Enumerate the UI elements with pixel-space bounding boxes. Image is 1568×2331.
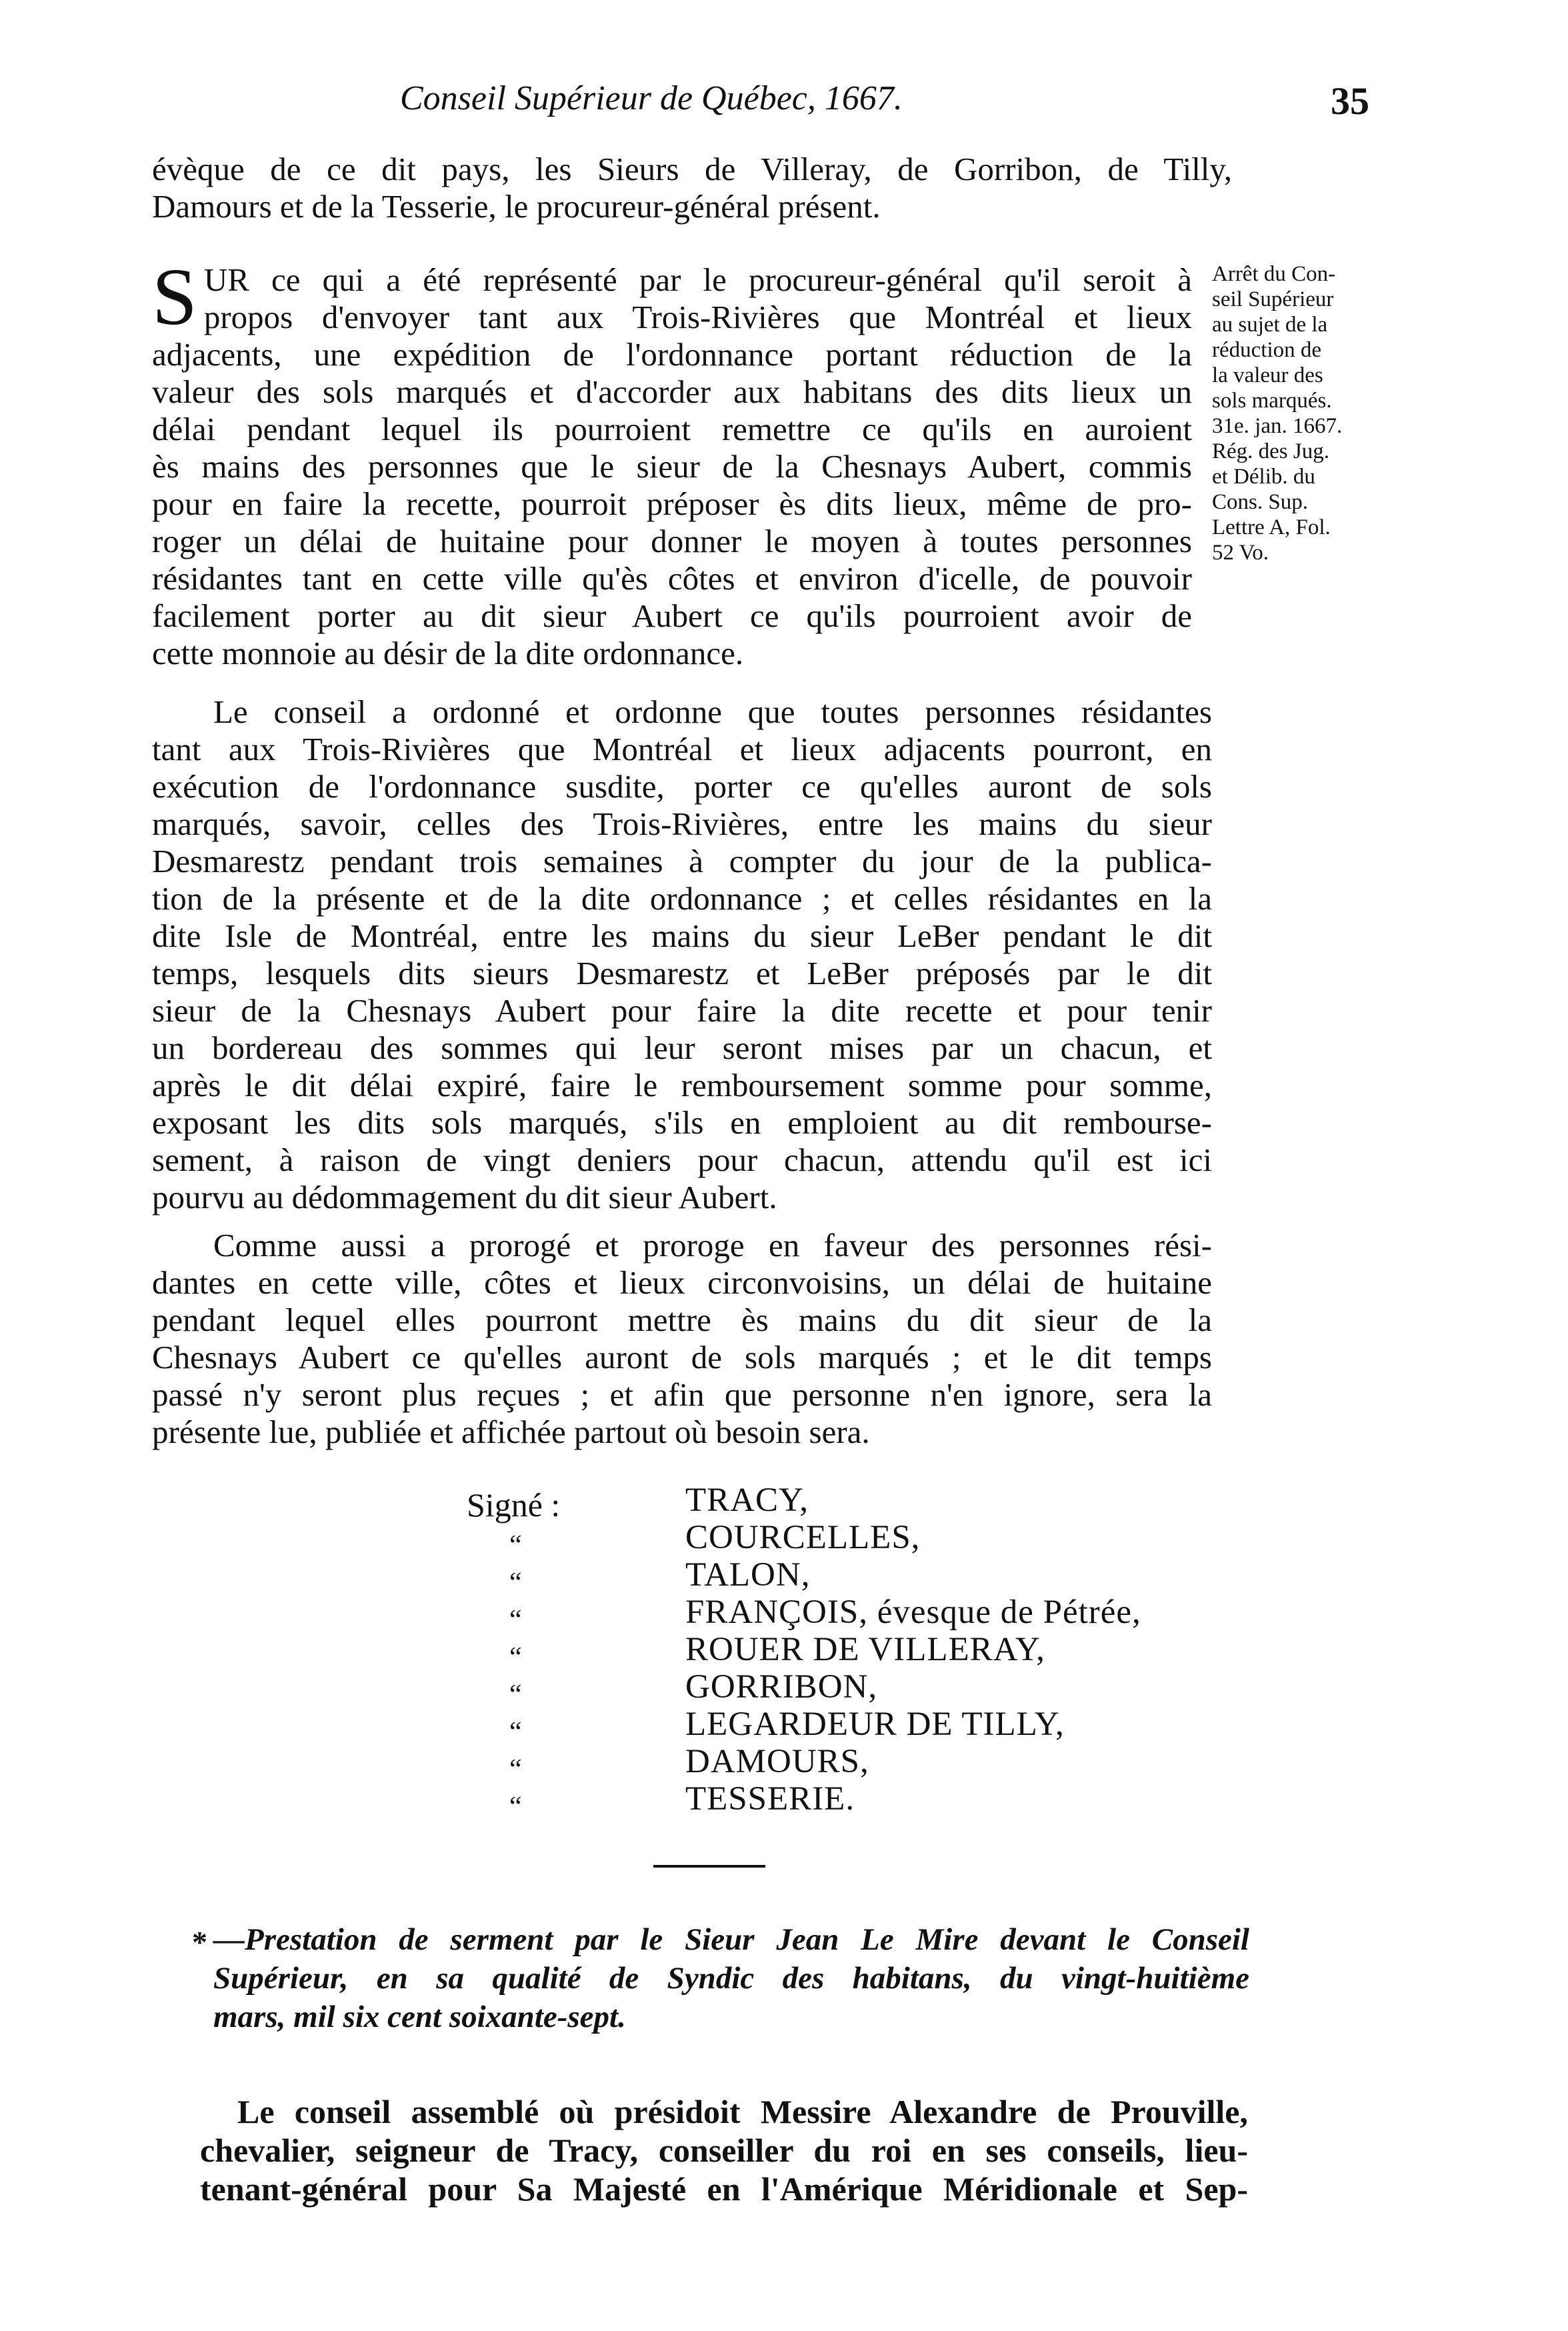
text-line: roger un délai de huitaine pour donner le moyen à toutes personnes [152,523,1192,559]
margin-note-line: Cons. Sup. [1212,490,1308,514]
paragraph-3 [152,1227,1212,1451]
paragraph-1 [152,252,1192,672]
ditto-mark: “ [509,1680,522,1710]
text-line: tant aux Trois-Rivières que Montréal et lieux adjacents pourront, en [152,731,1212,767]
text-line: après le dit délai expiré, faire le remboursement somme pour somme, [152,1067,1212,1103]
signatory-name: TALON, [685,1556,811,1594]
margin-note-line: la valeur des [1212,363,1323,387]
section-heading [213,1920,1249,2036]
signatory-name: ROUER DE VILLERAY, [685,1631,1045,1668]
text-line: présente lue, publiée et affichée partout où besoin sera. [152,1414,870,1450]
text-line: pendant lequel elles pourront mettre ès mains du dit sieur de la [152,1302,1212,1338]
ditto-mark: “ [509,1792,522,1822]
margin-note-line: Arrêt du Con- [1212,262,1336,286]
text-line: Le conseil a ordonné et ordonne que toutes personnes résidantes [213,693,1212,730]
signatory-name: DAMOURS, [685,1743,869,1780]
text-line: exposant les dits sols marqués, s'ils en emploient au dit rembourse- [152,1104,1212,1141]
text-line: Comme aussi a prorogé et proroge en faveur des personnes rési- [213,1227,1212,1264]
text-line: Damours et de la Tesserie, le procureur-général présent. [152,188,881,225]
margin-note-line: 31e. jan. 1667. [1212,414,1343,438]
margin-note-line: seil Supérieur [1212,287,1334,311]
text-line: valeur des sols marqués et d'accorder aux habitans des dits lieux un [152,373,1192,410]
margin-note-line: réduction de [1212,338,1322,362]
margin-note-line: 52 Vo. [1212,541,1269,565]
ditto-mark: “ [509,1568,522,1598]
ditto-mark: “ [509,1717,522,1748]
signatory-name: GORRIBON, [685,1668,878,1706]
intro-text [152,151,1232,225]
text-line: Le conseil assemblé où présidoit Messire Alexandre de Prouville, [237,2093,1248,2130]
text-line: un bordereau des sommes qui leur seront mises par un chacun, et [152,1029,1212,1066]
signature-label: Signé : [467,1486,561,1524]
signatory-name: TRACY, [685,1482,809,1519]
running-title: Conseil Supérieur de Québec, 1667. [400,79,903,117]
heading-line: mars, mil six cent soixante-sept. [213,2000,626,2034]
text-line: passé n'y seront plus reçues ; et afin que personne n'en ignore, sera la [152,1376,1212,1413]
final-paragraph [200,2092,1248,2208]
signature-list [685,1482,1141,1818]
text-line: sieur de la Chesnays Aubert pour faire la dite recette et pour tenir [152,992,1212,1029]
heading-line: —Prestation de serment par le Sieur Jean Le Mire devant le Conseil [213,1922,1249,1957]
margin-note-line: Lettre A, Fol. [1212,515,1331,539]
text-line: sement, à raison de vingt deniers pour chacun, attendu qu'il est ici [152,1141,1212,1178]
text-line: ès mains des personnes que le sieur de la Chesnays Aubert, commis [152,448,1192,485]
section-divider [653,1865,765,1868]
ditto-mark: “ [509,1530,522,1561]
text-line: exécution de l'ordonnance susdite, porter ce qu'elles auront de sols [152,768,1212,805]
signatory-name: LEGARDEUR DE TILLY, [685,1706,1065,1743]
text-line: temps, lesquels dits sieurs Desmarestz et LeBer préposés par le dit [152,955,1212,991]
text-line: dite Isle de Montréal, entre les mains du sieur LeBer pendant le dit [152,917,1212,954]
ditto-mark: “ [509,1754,522,1785]
drop-cap: S [152,252,197,342]
text-line: cette monnoie au désir de la dite ordonnance. [152,635,744,671]
text-line: UR ce qui a été représenté par le procureur-général qu'il seroit à [203,261,1192,298]
text-line: résidantes tant en cette ville qu'ès côtes et environ d'icelle, de pouvoir [152,560,1192,597]
margin-note-line: et Délib. du [1212,465,1315,489]
margin-note-line: sols marqués. [1212,389,1332,413]
text-line: tenant-général pour Sa Majesté en l'Amérique Méridionale et Sep- [200,2170,1248,2208]
signatory-name: FRANÇOIS, évesque de Pétrée, [685,1594,1141,1631]
text-line: facilement porter au dit sieur Aubert ce qu'ils pourroient avoir de [152,597,1192,634]
text-line: délai pendant lequel ils pourroient remettre ce qu'ils en auroient [152,411,1192,447]
ditto-mark: “ [509,1605,522,1636]
text-line: dantes en cette ville, côtes et lieux circonvoisins, un délai de huitaine [152,1264,1212,1301]
text-line: marqués, savoir, celles des Trois-Rivières, entre les mains du sieur [152,805,1212,842]
text-line: chevalier, seigneur de Tracy, conseiller du roi en ses conseils, lieu- [200,2132,1248,2169]
text-line: Desmarestz pendant trois semaines à compter du jour de la publica- [152,843,1212,879]
text-line: pour en faire la recette, pourroit préposer ès dits lieux, même de pro- [152,485,1192,522]
footnote-marker: * [192,1925,207,1959]
text-line: Chesnays Aubert ce qu'elles auront de sols marqués ; et le dit temps [152,1339,1212,1376]
ditto-mark: “ [509,1642,522,1673]
text-line: pourvu au dédommagement du dit sieur Aubert. [152,1179,777,1216]
text-line: tion de la présente et de la dite ordonnance ; et celles résidantes en la [152,880,1212,917]
text-line: adjacents, une expédition de l'ordonnance portant réduction de la [152,336,1192,373]
ditto-marks [509,1527,522,1826]
margin-note-line: au sujet de la [1212,313,1328,337]
text-line: évèque de ce dit pays, les Sieurs de Villeray, de Gorribon, de Tilly, [152,151,1232,187]
heading-line: Supérieur, en sa qualité de Syndic des habitans, du vingt-huitième [213,1961,1249,1996]
signatory-name: TESSERIE. [685,1780,855,1818]
text-line: propos d'envoyer tant aux Trois-Rivières que Montréal et lieux [203,299,1192,335]
page-number: 35 [1331,79,1369,123]
margin-note [1212,261,1405,565]
signatory-name: COURCELLES, [685,1519,921,1556]
paragraph-2 [152,693,1212,1216]
margin-note-line: Rég. des Jug. [1212,439,1329,463]
